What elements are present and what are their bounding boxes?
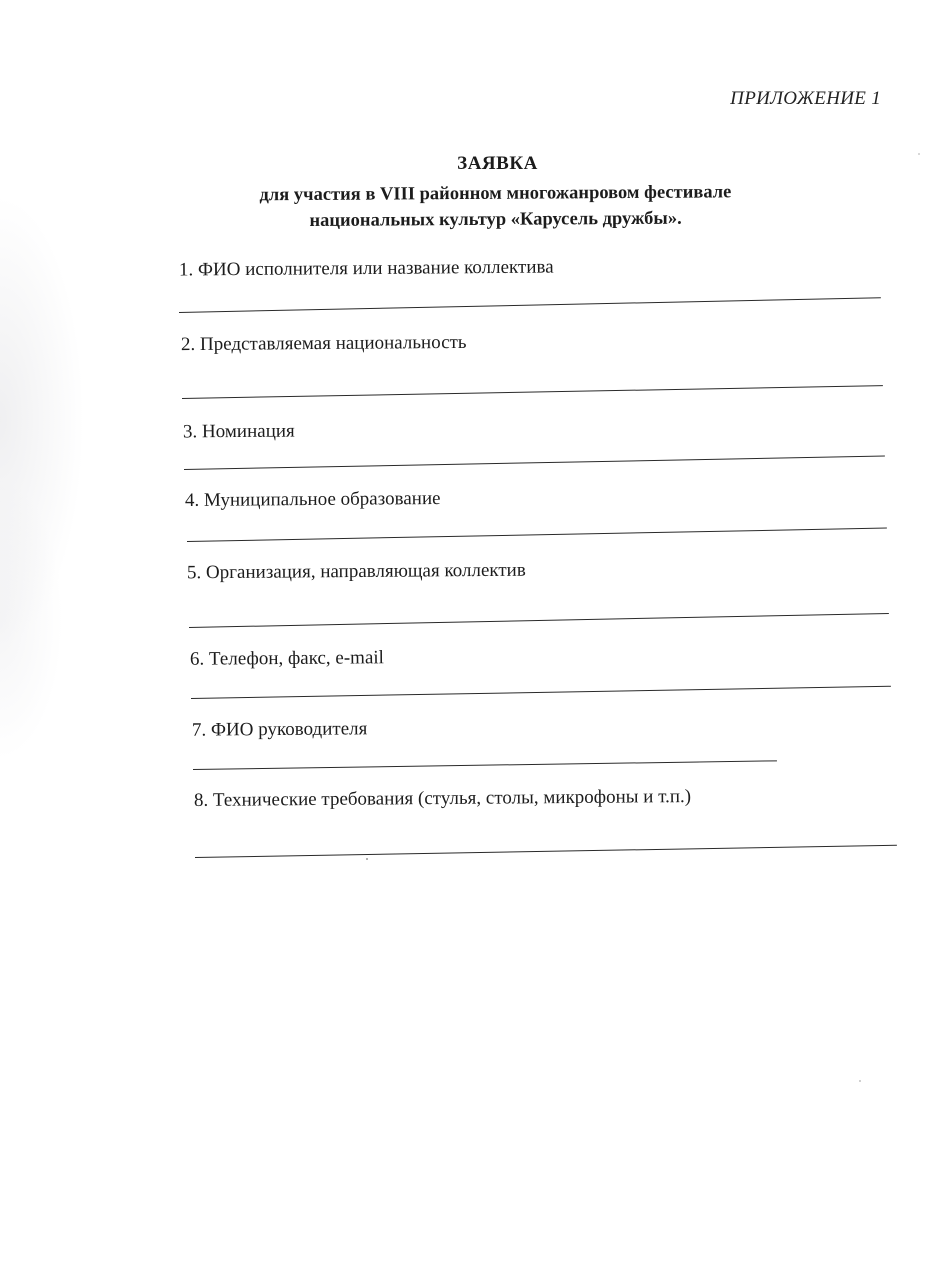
- field-label-municipality: 4. Муниципальное образование: [184, 487, 441, 512]
- scan-speck: [366, 858, 368, 860]
- fill-line-performer[interactable]: [179, 297, 881, 313]
- fill-line-organization[interactable]: [189, 613, 889, 628]
- subtitle-line-2: национальных культур «Карусель дружбы».: [309, 208, 682, 231]
- fill-line-tech-requirements[interactable]: [195, 845, 897, 858]
- fill-line-nationality[interactable]: [182, 385, 883, 399]
- form-title: ЗАЯВКА: [457, 153, 538, 174]
- fill-line-director[interactable]: [193, 760, 777, 770]
- field-label-nomination: 3. Номинация: [182, 420, 295, 443]
- field-label-organization: 5. Организация, направляющая коллектив: [186, 559, 526, 584]
- field-label-director: 7. ФИО руководителя: [191, 718, 368, 741]
- field-label-contacts: 6. Телефон, факс, e-mail: [189, 647, 384, 670]
- appendix-label: ПРИЛОЖЕНИЕ 1: [730, 88, 881, 109]
- fill-line-nomination[interactable]: [184, 456, 885, 470]
- fill-line-municipality[interactable]: [187, 528, 887, 542]
- form-subtitle: [0, 178, 931, 236]
- field-label-nationality: 2. Представляемая национальность: [180, 331, 467, 356]
- subtitle-line-1: для участия в VIII районном многожанровом фестивале: [259, 182, 732, 206]
- fill-line-contacts[interactable]: [191, 686, 891, 699]
- field-label-tech-requirements: 8. Технические требования (стулья, столы, микрофоны и т.п.): [193, 786, 692, 811]
- scan-speck: [918, 153, 920, 155]
- scan-speck: [859, 1080, 861, 1082]
- field-label-performer: 1. ФИО исполнителя или название коллектива: [178, 256, 554, 281]
